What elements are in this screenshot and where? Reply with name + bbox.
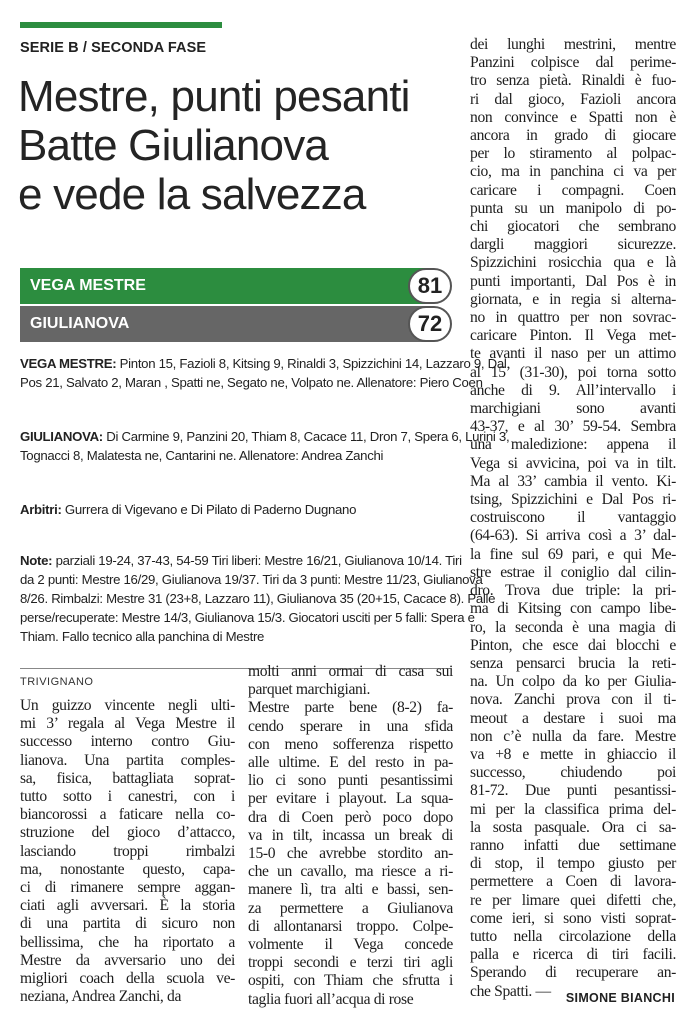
article-line: tsing, Spizzichini e Dal Pos ri- (470, 491, 676, 509)
article-line: la sosta pasquale. Ora ci sa- (470, 818, 676, 836)
boxscore-label: GIULIANOVA: (20, 429, 103, 444)
article-line: na. Un colpo da ko per Giulia- (470, 673, 676, 691)
article-line: 81-72. Due punti pesantissi- (470, 782, 676, 800)
article-line: 15-0 che avrebbe stordito an- (248, 845, 453, 863)
article-line: ranno infatti due settimane (470, 836, 676, 854)
team-score: 72 (408, 306, 452, 342)
article-line: lianova. Una partita comples- (20, 751, 235, 769)
article-line: Vega si avvicina, poi va in tilt. (470, 454, 676, 472)
article-line: per lo stiramento al polpac- (470, 145, 676, 163)
article-line: biancorossi a faticare nella co- (20, 806, 235, 824)
article-line: palla e ricerca di tiri facili. (470, 946, 676, 964)
article-line: di stop, il tempo giusto per (470, 855, 676, 873)
article-line: Panzini colpisce dal perime- (470, 54, 676, 72)
article-line: migliori coach della scuola ve- (20, 970, 235, 988)
article-line: marchigiani sono avanti (470, 400, 676, 418)
article-column-1 (20, 697, 235, 1006)
article-line: (64-63). Si arriva così a 3’ dal- (470, 527, 676, 545)
article-line: punti importanti, Dal Pos è in (470, 272, 676, 290)
article-line: cio, ma in panchina ci va per (470, 163, 676, 181)
article-line: no in quattro per non sovrac- (470, 309, 676, 327)
article-line: anche di 9. All’intervallo i (470, 381, 676, 399)
article-line: di una partita di sicuro non (20, 915, 235, 933)
article-line: caricare i compagni. Coen (470, 181, 676, 199)
boxscore-text: parziali 19-24, 37-43, 54-59 Tiri liberi: Mestre 16/21, Giulianova 10/14. Tiri (52, 553, 462, 568)
article-line: ma, nonostante questo, capa- (20, 860, 235, 878)
article-line: come ieri, si sono visti soprat- (470, 909, 676, 927)
article-line: manere lì, tra alti e bassi, sen- (248, 881, 453, 899)
article-line: di allontanarsi troppo. Colpe- (248, 917, 453, 935)
article-line: dro. Trova due triple: la pri- (470, 582, 676, 600)
article-line: Ma al 33’ cambia il vento. Ki- (470, 472, 676, 490)
article-line: ciati agli avversari. È la storia (20, 897, 235, 915)
article-line: giornata, e in regia si alterna- (470, 290, 676, 308)
article-line: ancora in grado di giocare (470, 127, 676, 145)
article-line: Spizzichini rosicchia qua e là (470, 254, 676, 272)
article-line: va in tilt, incassa un break di (248, 826, 453, 844)
article-line: taglia fuori all’acqua di rose (248, 990, 414, 1008)
article-line: con meno sofferenza rispetto (248, 735, 453, 753)
boxscore-text: perse/recuperate: Mestre 14/3, Giulianova 15/3. Giocatori usciti per 5 falli: Spera e (20, 610, 475, 625)
article-line: Sperando di recuperare an- (470, 964, 676, 982)
article-line: dargli maggiori sicurezze. (470, 236, 676, 254)
boxscore-text: 8/26. Rimbalzi: Mestre 31 (23+8, Lazzaro 11), Giulianova 35 (20+15, Cacace 8). Palle (20, 591, 496, 606)
headline (18, 72, 448, 219)
article-line: 43-37, e al 30’ 59-54. Sembra (470, 418, 676, 436)
article-line: parquet marchigiani. (248, 681, 371, 699)
byline: SIMONE BIANCHI (565, 991, 675, 1005)
article-line: lasciando troppi rimbalzi (20, 842, 235, 860)
article-line: meout a destare i suoi ma (470, 709, 676, 727)
article-line: cendo sperare in una sfida (248, 717, 453, 735)
article-line: successo interno contro Giu- (20, 733, 235, 751)
article-line: Pinton, che esce dai blocchi e (470, 636, 676, 654)
article-line: neziana, Andrea Zanchi, da (20, 988, 182, 1006)
article-line: bellissima, che ha riportato a (20, 933, 235, 951)
boxscore-label: Note: (20, 553, 53, 568)
article-line: la fine sul 69 pari, e qui Me- (470, 545, 676, 563)
article-line: al 15’ (31-30), poi torna sotto (470, 363, 676, 381)
article-line: te avanti il naso per un attimo (470, 345, 676, 363)
dateline: TRIVIGNANO (20, 676, 94, 688)
article-line: za permettere a Giulianova (248, 899, 453, 917)
boxscore-text: Di Carmine 9, Panzini 20, Thiam 8, Cacace 11, Dron 7, Spera 6, Lurini 3, (102, 429, 510, 444)
boxscore-giulianova (20, 427, 510, 465)
team-score: 81 (408, 268, 452, 304)
article-line: Un guizzo vincente negli ulti- (20, 697, 235, 714)
team-name: GIULIANOVA (20, 306, 430, 342)
article-line: ospiti, con Thiam che sfrutta i (248, 972, 453, 990)
article-line: troppi secondi e terzi tiri agli (248, 954, 453, 972)
article-line: sa, fisica, battagliata soprat- (20, 769, 235, 787)
article-line: che Spatti. — (470, 982, 551, 1000)
article-line: molti anni ormai di casa sui (248, 663, 453, 680)
article-line: stre estrae il coniglio dal cilin- (470, 563, 676, 581)
boxscore-label: Arbitri: (20, 502, 62, 517)
article-column-3 (470, 36, 676, 1001)
boxscore-text: Pinton 15, Fazioli 8, Kitsing 9, Rinaldi 3, Spizzichini 14, Lazzaro 9, Dal (116, 356, 507, 371)
boxscore-text: Tognacci 8, Malatesta ne, Cantarini ne. Allenatore: Andrea Zanchi (20, 448, 384, 463)
article-line: Mestre da avversario uno dei (20, 951, 235, 969)
article-line: caricare Pinton. Il Vega met- (470, 327, 676, 345)
article-line: mi per la classifica prima del- (470, 800, 676, 818)
article-line: volmente il Vega concede (248, 936, 453, 954)
section-tag: SERIE B / SECONDA FASE (20, 40, 207, 56)
article-line: dei lunghi mestrini, mentre (470, 36, 676, 53)
article-line: per evitare i playout. La squa- (248, 790, 453, 808)
article-line: successo, chiudendo poi (470, 764, 676, 782)
article-line: Mestre parte bene (8-2) fa- (248, 699, 453, 717)
article-column-2 (248, 663, 453, 1009)
boxscore-label: VEGA MESTRE: (20, 356, 117, 371)
article-line: costruiscono il vantaggio (470, 509, 676, 527)
headline-line: e vede la salvezza (18, 170, 366, 219)
article-line: lio ci sono punti pesantissimi (248, 772, 453, 790)
article-line: chi giocatori che sembrano (470, 218, 676, 236)
article-line: va +8 e mette in ghiaccio il (470, 745, 676, 763)
article-line: nova. Zanchi prova con il ti- (470, 691, 676, 709)
article-line: re per limare quei difetti che, (470, 891, 676, 909)
article-line: tutto nella circolazione della (470, 927, 676, 945)
scoreboard-row-away (20, 306, 452, 342)
article-line: non c’è nulla da fare. Mestre (470, 727, 676, 745)
boxscore-text: Pos 21, Salvato 2, Maran , Spatti ne, Segato ne, Volpato ne. Allenatore: Piero Coen (20, 375, 483, 390)
article-line: mi 3’ regala al Vega Mestre il (20, 715, 235, 733)
article-line: permettere a Coen di lavora- (470, 873, 676, 891)
article-line: struzione del gioco d’attacco, (20, 824, 235, 842)
boxscore-referees (20, 500, 452, 519)
article-line: ro, la seconda è una magia di (470, 618, 676, 636)
article-line: tutto sotto i canestri, con i (20, 788, 235, 806)
article-line: ma di Kitsing con campo libe- (470, 600, 676, 618)
article-line: senza pensarci brucia la reti- (470, 654, 676, 672)
headline-line: Mestre, punti pesanti (18, 72, 410, 121)
article-line: che un cavallo, ma riesce a ri- (248, 863, 453, 881)
article-line: dra di Coen però poco dopo (248, 808, 453, 826)
article-line: alle ultime. E del resto in pa- (248, 754, 453, 772)
boxscore-text: Gurrera di Vigevano e Di Pilato di Paderno Dugnano (61, 502, 357, 517)
article-line: ci di rimanere sempre aggan- (20, 879, 235, 897)
boxscore-notes (20, 551, 496, 646)
article-line: non convince e Spatti non è (470, 108, 676, 126)
section-accent-rule (20, 22, 222, 28)
article-line: una maledizione: appena il (470, 436, 676, 454)
team-name: VEGA MESTRE (20, 268, 430, 304)
headline-line: Batte Giulianova (18, 121, 329, 170)
boxscore-text: Thiam. Fallo tecnico alla panchina di Mestre (20, 629, 265, 644)
scoreboard-row-home (20, 268, 452, 304)
boxscore-vega (20, 354, 507, 392)
article-line: tro senza pietà. Rinaldi è fuo- (470, 72, 676, 90)
article-line: punta su un manipolo di po- (470, 199, 676, 217)
article-line: ri dal gioco, Fazioli ancora (470, 90, 676, 108)
boxscore-text: da 2 punti: Mestre 16/29, Giulianova 19/37. Tiri da 3 punti: Mestre 11/23, Giulianova (20, 572, 483, 587)
